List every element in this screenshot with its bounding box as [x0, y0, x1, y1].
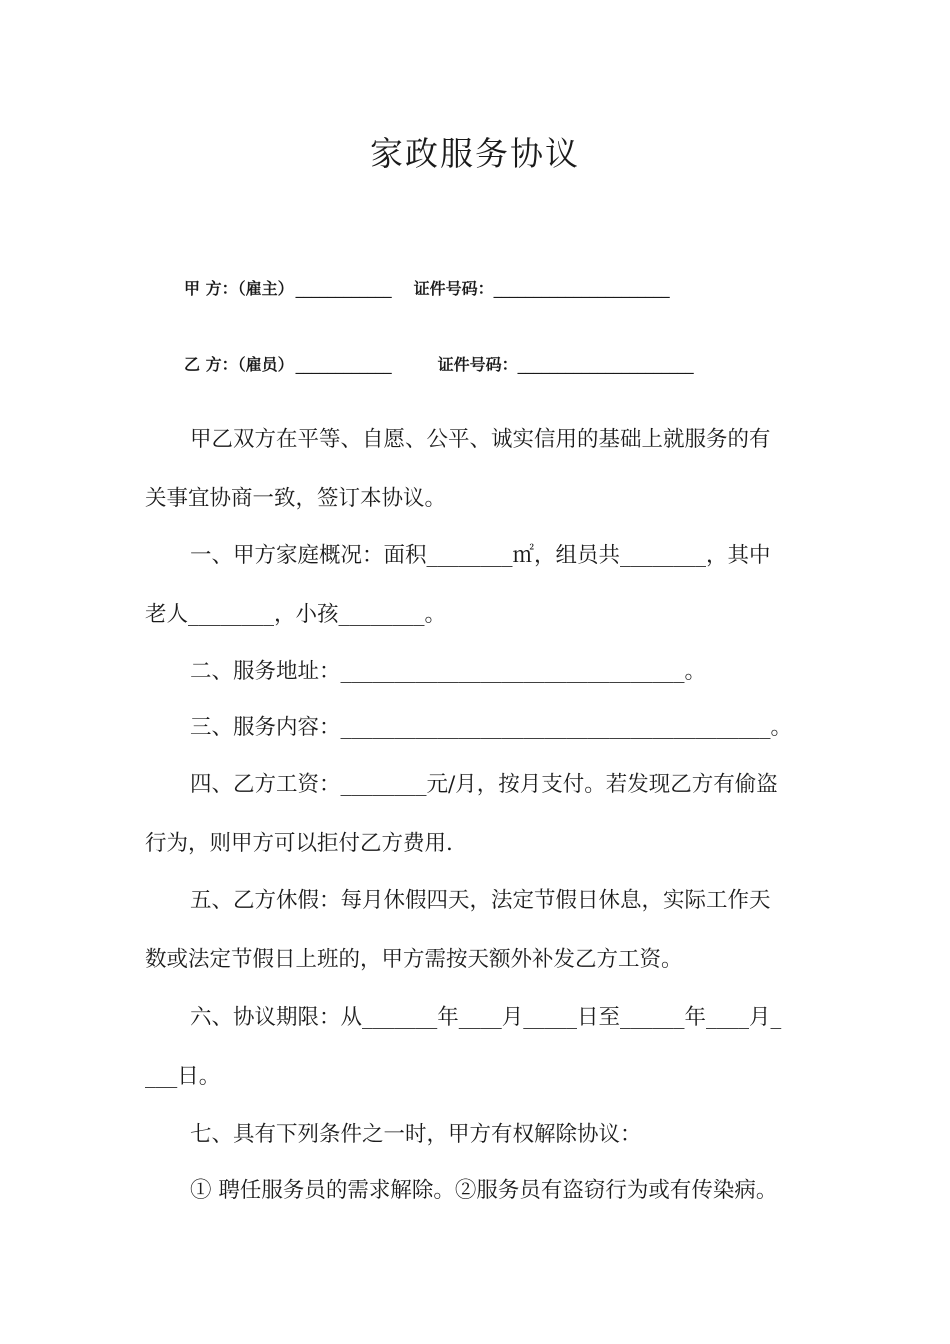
party-a-label: 甲 方：（雇主） — [184, 279, 294, 298]
clause-1-line-2: 老人________，小孩________。 — [145, 602, 447, 627]
clause-5-line-1: 五、乙方休假：每月休假四天，法定节假日休息，实际工作天 — [190, 888, 771, 913]
party-b-id-field[interactable]: ______________________ — [517, 355, 694, 374]
party-b-id-label: 证件号码： — [437, 355, 518, 374]
clause-7-line-1: 七、具有下列条件之一时，甲方有权解除协议： — [190, 1122, 642, 1147]
clause-2-line: 二、服务地址：________________________________。 — [190, 659, 707, 684]
intro-line-2: 关事宜协商一致，签订本协议。 — [145, 486, 447, 511]
party-a-name-field[interactable]: ____________ — [295, 279, 392, 298]
party-b-line — [184, 352, 694, 375]
document-title: 家政服务协议 — [370, 134, 580, 173]
party-a-id-field[interactable]: ______________________ — [493, 279, 670, 298]
clause-4-line-2: 行为，则甲方可以拒付乙方费用. — [145, 831, 453, 856]
clause-7-line-2: ① 聘任服务员的需求解除。②服务员有盗窃行为或有传染病。 — [190, 1178, 778, 1203]
clause-5-line-2: 数或法定节假日上班的，甲方需按天额外补发乙方工资。 — [145, 947, 683, 972]
clause-3-line: 三、服务内容：________________________________________。 — [190, 715, 793, 740]
party-a-line — [184, 276, 670, 299]
clause-4-line-1: 四、乙方工资：________元/月，按月支付。若发现乙方有偷盗 — [190, 772, 778, 797]
intro-line-1: 甲乙双方在平等、自愿、公平、诚实信用的基础上就服务的有 — [190, 427, 771, 452]
clause-6-line-1: 六、协议期限：从_______年____月_____日至______年____月_ — [190, 1005, 782, 1030]
party-b-name-field[interactable]: ____________ — [295, 355, 392, 374]
clause-6-line-2: ___日。 — [145, 1064, 221, 1089]
party-a-id-label: 证件号码： — [413, 279, 494, 298]
clause-1-line-1: 一、甲方家庭概况：面积________㎡，组员共________，其中 — [190, 543, 771, 568]
party-b-label: 乙 方：（雇员） — [184, 355, 294, 374]
